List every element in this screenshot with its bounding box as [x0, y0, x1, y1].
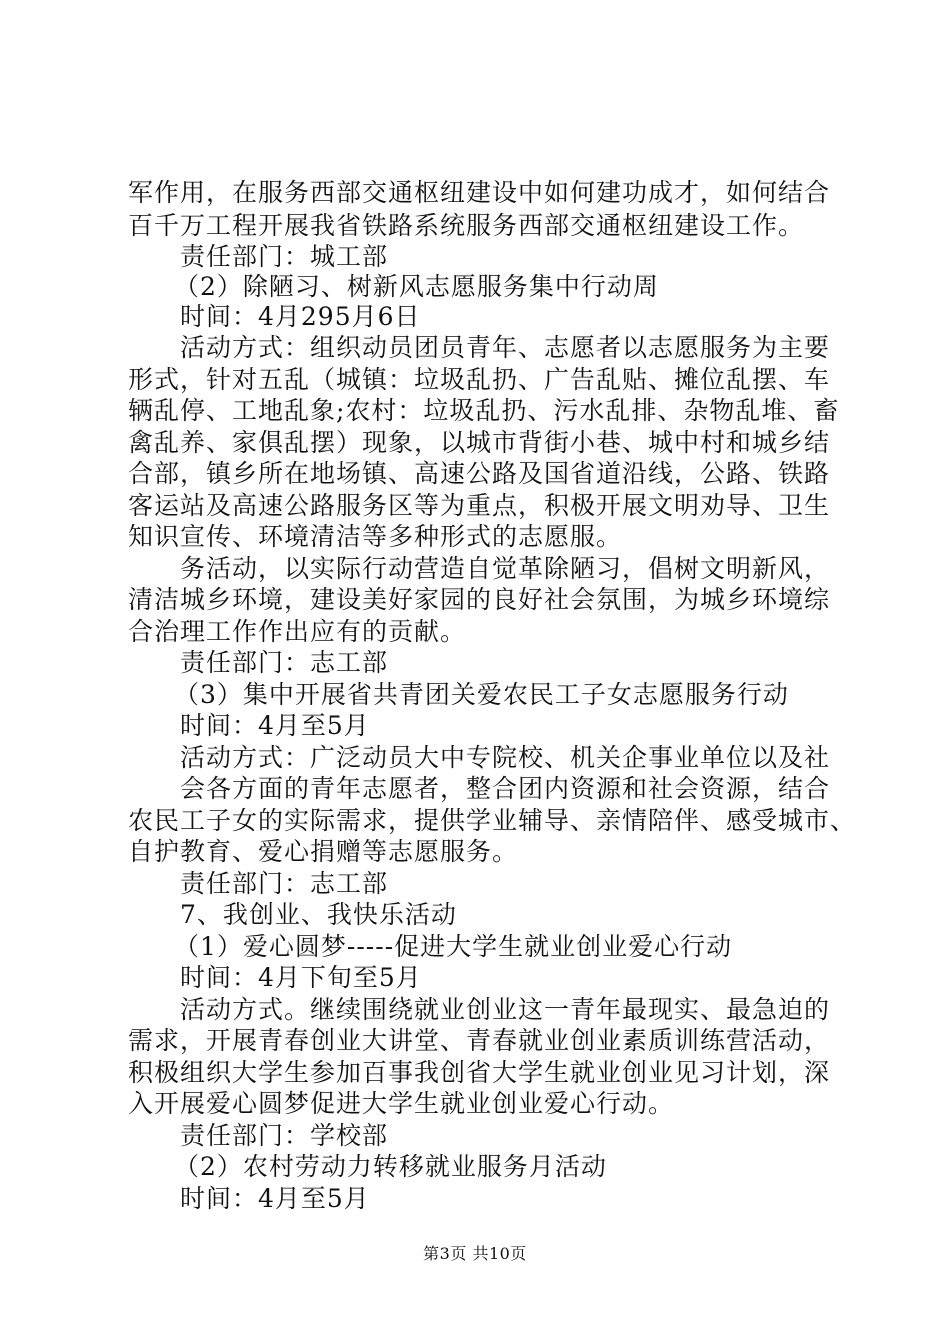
- paragraph-line: 辆乱停、工地乱象;农村：垃圾乱扔、污水乱排、杂物乱堆、畜: [128, 396, 840, 425]
- paragraph-line: 合治理工作作出应有的贡献。: [128, 617, 467, 646]
- department-line: 责任部门：城工部: [180, 242, 389, 271]
- time-line: 时间：4月295月6日: [180, 302, 421, 331]
- paragraph-line: 禽乱养、家俱乱摆）现象，以城市背街小巷、城中村和城乡结: [128, 428, 831, 457]
- paragraph-line: 会各方面的青年志愿者，整合团内资源和社会资源，结合: [180, 774, 831, 803]
- time-line: 时间：4月下旬至5月: [180, 963, 422, 992]
- item-heading: （1）爱心圆梦-----促进大学生就业创业爱心行动: [174, 932, 733, 961]
- paragraph-line: 合部，镇乡所在地场镇、高速公路及国省道沿线，公路、铁路: [128, 459, 831, 488]
- paragraph-line: 形式，针对五乱（城镇：垃圾乱扔、广告乱贴、摊位乱摆、车: [128, 365, 831, 394]
- paragraph-line: 自护教育、爱心捐赠等志愿服务。: [128, 837, 519, 866]
- page-number-footer: 第3页 共10页: [423, 1244, 527, 1263]
- paragraph-line: 入开展爱心圆梦促进大学生就业创业爱心行动。: [128, 1089, 675, 1118]
- item-heading: （2）除陋习、树新风志愿服务集中行动周: [174, 272, 659, 301]
- section-heading: 7、我创业、我快乐活动: [180, 900, 457, 929]
- paragraph-line: 活动方式：组织动员团员青年、志愿者以志愿服务为主要: [180, 333, 831, 362]
- paragraph-line: 知识宣传、环境清洁等多种形式的志愿服。: [128, 522, 623, 551]
- time-line: 时间：4月至5月: [180, 711, 370, 740]
- paragraph-line: 活动方式。继续围绕就业创业这一青年最现实、最急迫的: [180, 995, 831, 1024]
- item-heading: （2）农村劳动力转移就业服务月活动: [174, 1152, 607, 1181]
- paragraph-line: 农民工子女的实际需求，提供学业辅导、亲情陪伴、感受城市、: [128, 806, 857, 835]
- paragraph-line: 需求，开展青春创业大讲堂、青春就业创业素质训练营活动，: [128, 1026, 831, 1055]
- paragraph-line: 积极组织大学生参加百事我创省大学生就业创业见习计划，深: [128, 1058, 831, 1087]
- paragraph-line: 务活动，以实际行动营造自觉革除陋习，倡树文明新风，: [180, 554, 831, 583]
- paragraph-line: 活动方式：广泛动员大中专院校、机关企事业单位以及社: [180, 743, 831, 772]
- paragraph-line: 军作用，在服务西部交通枢纽建设中如何建功成才，如何结合: [128, 178, 831, 207]
- time-line: 时间：4月至5月: [180, 1184, 370, 1213]
- paragraph-line: 清洁城乡环境，建设美好家园的良好社会氛围，为城乡环境综: [128, 585, 831, 614]
- department-line: 责任部门：志工部: [180, 869, 389, 898]
- item-heading: （3）集中开展省共青团关爱农民工子女志愿服务行动: [174, 680, 789, 709]
- paragraph-line: 百千万工程开展我省铁路系统服务西部交通枢纽建设工作。: [128, 211, 805, 240]
- department-line: 责任部门：学校部: [180, 1121, 389, 1150]
- department-line: 责任部门：志工部: [180, 648, 389, 677]
- paragraph-line: 客运站及高速公路服务区等为重点，积极开展文明劝导、卫生: [128, 491, 831, 520]
